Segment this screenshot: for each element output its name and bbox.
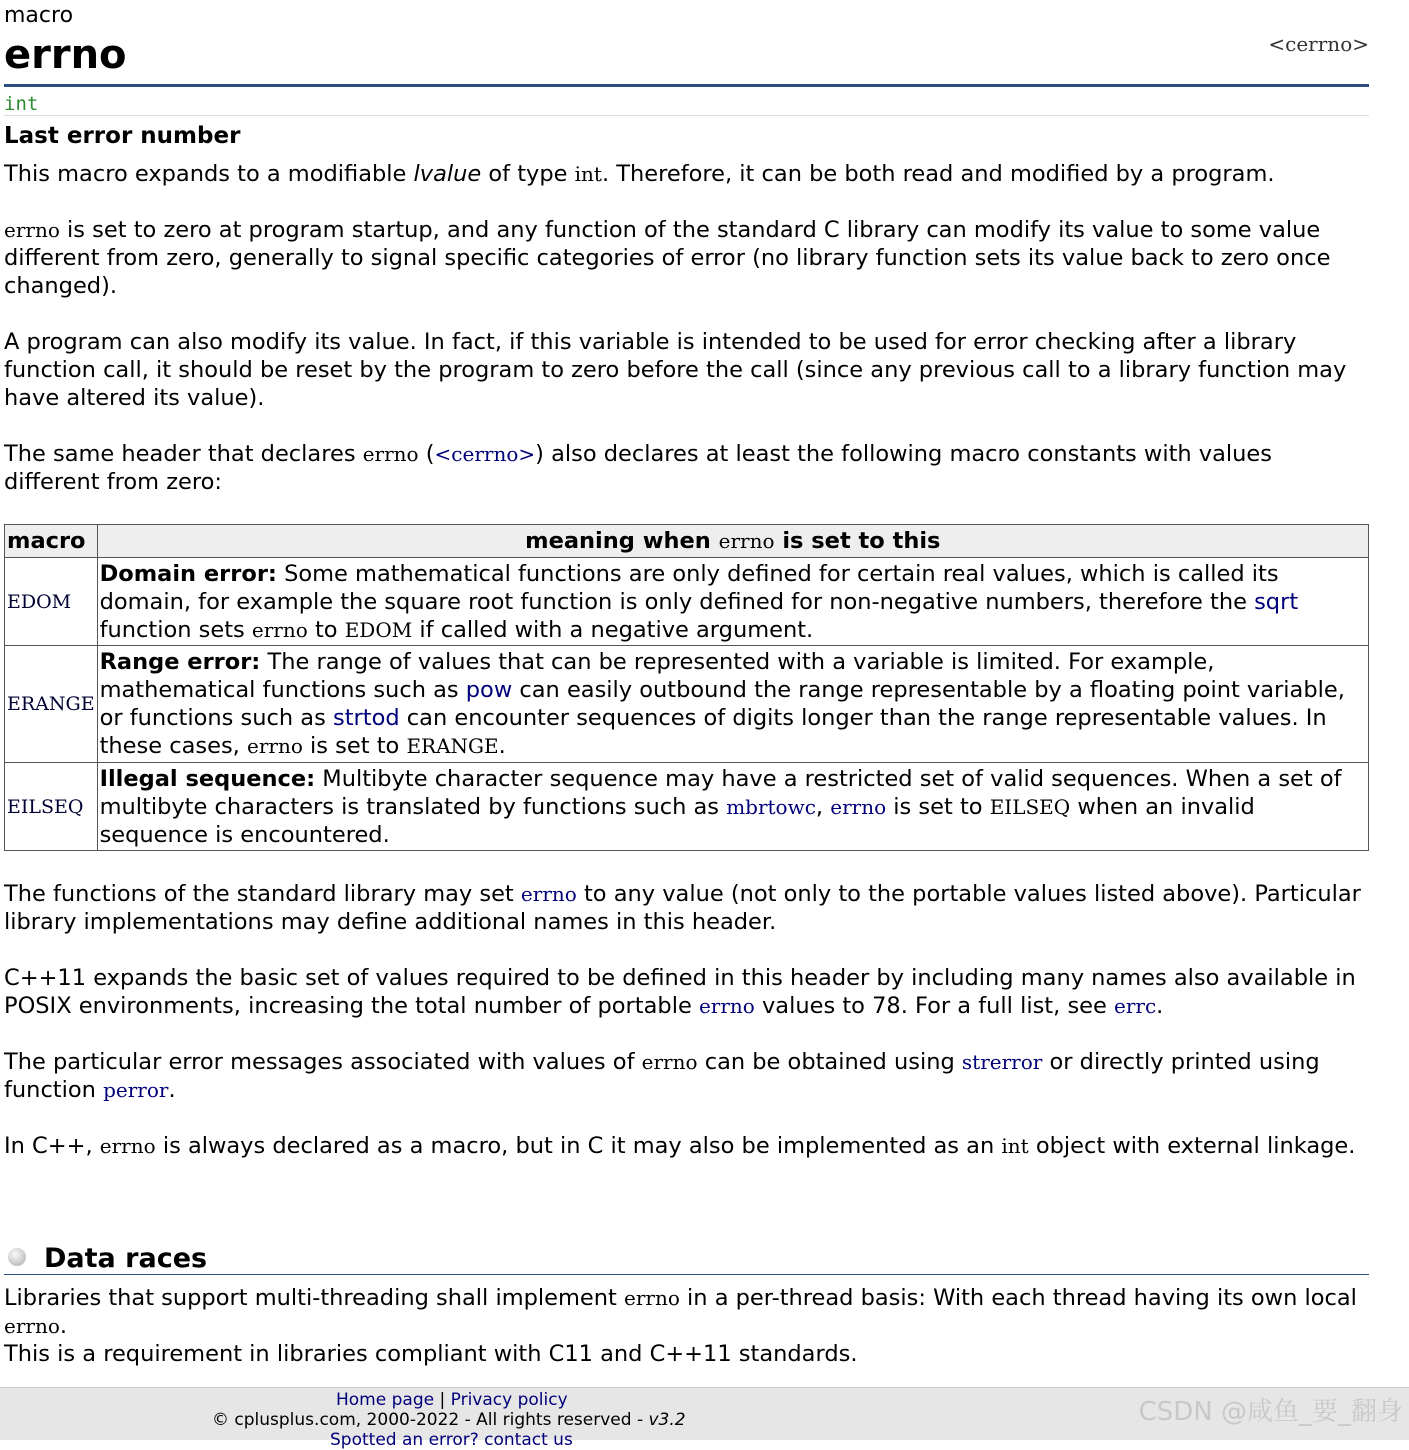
- paragraph-cpp11: C++11 expands the basic set of values required to be defined in this header by including many names also available in POSIX environments, increasing the total number of portable errno values to 78. For a full list, see errc.: [4, 965, 1356, 1019]
- paragraph-reset: A program can also modify its value. In fact, if this variable is intended to be used for error checking after a library function call, it should be reset by the program to zero before the call (since any previous call to a library function may have altered its value).: [4, 329, 1347, 411]
- section-bullet-icon: [8, 1248, 26, 1266]
- errc-link[interactable]: errc: [1114, 994, 1157, 1018]
- paragraph-requirement: This is a requirement in libraries compliant with C11 and C++11 standards.: [4, 1341, 858, 1367]
- paragraph-messages: The particular error messages associated with values of errno can be obtained using strerror or directly printed using function perror.: [4, 1049, 1320, 1103]
- section-data-races: [4, 1240, 1369, 1275]
- paragraph-header: The same header that declares errno (<cerrno>) also declares at least the following macro constants with values different from zero:: [4, 441, 1272, 495]
- mbrtowc-link[interactable]: mbrtowc: [726, 794, 816, 819]
- column-header-macro: macro: [5, 525, 98, 558]
- title-rule: [4, 84, 1369, 87]
- errno-link[interactable]: errno: [698, 994, 755, 1018]
- home-page-link[interactable]: Home page: [336, 1390, 435, 1410]
- page-title: errno: [4, 32, 127, 78]
- macro-name: EDOM: [5, 558, 98, 646]
- cerrno-link[interactable]: <cerrno>: [434, 442, 536, 466]
- sqrt-link[interactable]: sqrt: [1254, 588, 1299, 615]
- macro-name: ERANGE: [5, 646, 98, 763]
- table-row: [5, 763, 1369, 851]
- watermark: CSDN @咸鱼_要_翻身: [1138, 1397, 1403, 1427]
- table-row: [5, 646, 1369, 763]
- contact-link[interactable]: Spotted an error? contact us: [330, 1430, 573, 1450]
- subtitle: Last error number: [4, 123, 241, 149]
- header-link[interactable]: <cerrno>: [1268, 32, 1369, 56]
- table-header-row: [5, 525, 1369, 558]
- footer-links: Home page | Privacy policy: [336, 1390, 568, 1410]
- errno-link[interactable]: errno: [520, 882, 577, 906]
- macro-name: EILSEQ: [5, 763, 98, 851]
- footer-copyright: © cplusplus.com, 2000-2022 - All rights reserved - v3.2: [212, 1410, 686, 1430]
- perror-link[interactable]: perror: [103, 1078, 169, 1102]
- privacy-policy-link[interactable]: Privacy policy: [450, 1390, 568, 1410]
- page-kind: macro: [4, 3, 74, 28]
- strtod-link[interactable]: strtod: [332, 705, 400, 731]
- table-row: [5, 558, 1369, 646]
- errno-link[interactable]: errno: [830, 794, 887, 819]
- macro-meaning: Range error: The range of values that can be represented with a variable is limited. For example, mathematical functions such as pow can easily outbound the range representable by a floating point variable, or functions such as strtod can encounter sequences of digits longer than the range representable values. In these cases, errno is set to ERANGE.: [97, 646, 1368, 763]
- pow-link[interactable]: pow: [465, 677, 513, 703]
- paragraph-macro-in-cpp: In C++, errno is always declared as a macro, but in C it may also be implemented as an int object with external linkage.: [4, 1133, 1356, 1159]
- macro-meaning: Domain error: Some mathematical functions are only defined for certain real values, which is called its domain, for example the square root function is only defined for non-negative numbers, therefore the sqrt function sets errno to EDOM if called with a negative argument.: [97, 558, 1368, 646]
- prototype: int: [4, 93, 39, 115]
- paragraph-threads: Libraries that support multi-threading shall implement errno in a per-thread basis: With each thread having its own local errno.: [4, 1285, 1357, 1339]
- paragraph-lvalue: This macro expands to a modifiable lvalue of type int. Therefore, it can be both read and modified by a program.: [4, 161, 1275, 187]
- prototype-divider: [4, 115, 1369, 116]
- column-header-meaning: meaning when errno is set to this: [97, 525, 1368, 558]
- paragraph-functions: The functions of the standard library may set errno to any value (not only to the portable values listed above). Particular library implementations may define additional names in this header.: [4, 881, 1361, 935]
- strerror-link[interactable]: strerror: [961, 1050, 1043, 1074]
- macro-meaning: Illegal sequence: Multibyte character sequence may have a restricted set of valid sequences. When a set of multibyte characters is translated by functions such as mbrtowc, errno is set to EILSEQ when an invalid sequence is encountered.: [97, 763, 1368, 851]
- paragraph-startup: errno is set to zero at program startup, and any function of the standard C library can modify its value to some value different from zero, generally to signal specific categories of error (no library function sets its value back to zero once changed).: [4, 217, 1331, 299]
- section-heading: Data races: [44, 1243, 208, 1274]
- macro-table: [4, 524, 1369, 851]
